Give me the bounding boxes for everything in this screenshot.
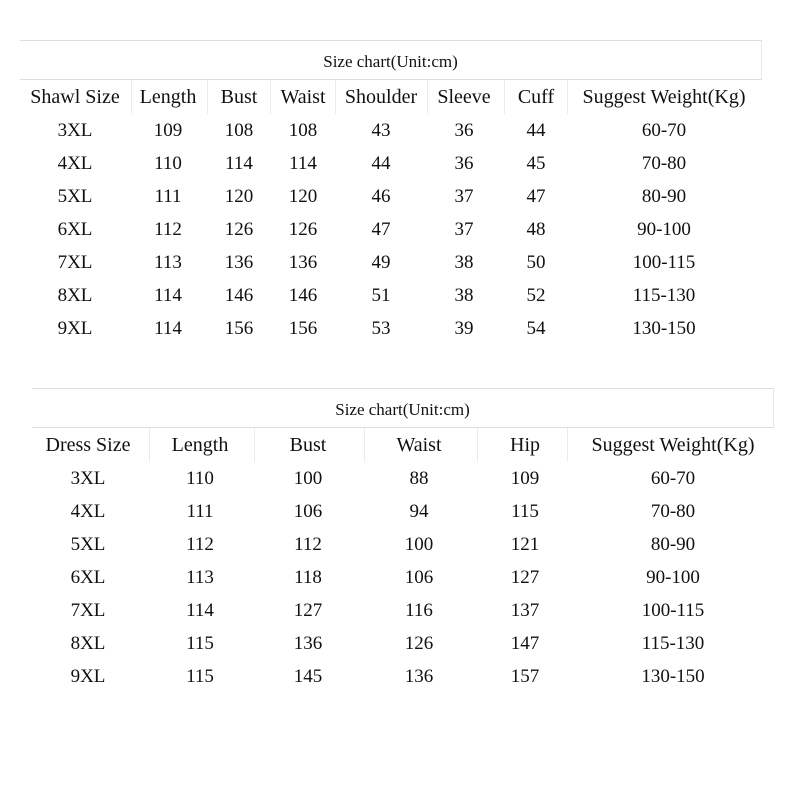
- table-row: [20, 213, 762, 246]
- shawl-table-cell: 114: [154, 318, 182, 339]
- dress-table-cell: 145: [293, 666, 323, 687]
- table-row: [32, 528, 774, 561]
- column-divider: [149, 428, 150, 462]
- dress-table-cell: 100-115: [641, 600, 705, 621]
- table-row: [32, 561, 774, 594]
- shawl-table-cell: 109: [153, 120, 183, 141]
- table-row: [32, 495, 774, 528]
- table-row: [32, 660, 774, 693]
- dress-table-cell: 115: [511, 501, 539, 522]
- column-divider: [567, 428, 568, 462]
- shawl-table-cell: 146: [224, 285, 254, 306]
- dress-table-cell: 115-130: [641, 633, 705, 654]
- shawl-table-body: [20, 80, 762, 345]
- dress-table-cell: 113: [186, 567, 214, 588]
- column-divider: [364, 428, 365, 462]
- shawl-table-cell: 51: [371, 285, 391, 306]
- dress-table-cell: 115: [186, 666, 214, 687]
- shawl-table-cell: 60-70: [641, 120, 687, 141]
- shawl-table-cell: 5XL: [57, 186, 93, 207]
- dress-header-cell: Waist: [396, 434, 442, 456]
- dress-header-cell: Length: [171, 434, 229, 456]
- dress-header-row: [32, 428, 774, 462]
- dress-header-cell: Bust: [289, 434, 327, 456]
- shawl-header-cell: Waist: [280, 86, 326, 108]
- shawl-table-cell: 108: [224, 120, 254, 141]
- column-divider: [131, 80, 132, 114]
- dress-table-cell: 115: [186, 633, 214, 654]
- dress-table-cell: 136: [293, 633, 323, 654]
- dress-chart-title: Size chart(Unit:cm): [32, 388, 774, 428]
- table-row: [20, 180, 762, 213]
- shawl-table-cell: 114: [289, 153, 317, 174]
- shawl-table-cell: 156: [224, 318, 254, 339]
- shawl-header-cell: Cuff: [517, 86, 555, 108]
- shawl-table-cell: 114: [225, 153, 253, 174]
- shawl-table-cell: 136: [288, 252, 318, 273]
- dress-table-cell: 4XL: [70, 501, 106, 522]
- shawl-table-cell: 113: [154, 252, 182, 273]
- dress-size-chart: [32, 388, 774, 693]
- dress-table-cell: 111: [186, 501, 214, 522]
- shawl-table-cell: 130-150: [632, 318, 696, 339]
- table-row: [32, 594, 774, 627]
- shawl-header-cell: Shawl Size: [30, 86, 120, 108]
- shawl-table-cell: 111: [154, 186, 182, 207]
- dress-table-cell: 136: [404, 666, 434, 687]
- shawl-table-cell: 126: [288, 219, 318, 240]
- shawl-header-cell: Shoulder: [344, 86, 418, 108]
- shawl-table-cell: 52: [526, 285, 546, 306]
- table-row: [32, 627, 774, 660]
- shawl-chart-title: Size chart(Unit:cm): [20, 40, 762, 80]
- shawl-size-chart: [20, 40, 762, 345]
- shawl-table-cell: 108: [288, 120, 318, 141]
- shawl-table-cell: 100-115: [632, 252, 696, 273]
- shawl-table-cell: 53: [371, 318, 391, 339]
- dress-table-cell: 121: [510, 534, 540, 555]
- dress-table-cell: 106: [293, 501, 323, 522]
- dress-table-cell: 100: [293, 468, 323, 489]
- shawl-table-cell: 49: [371, 252, 391, 273]
- shawl-table-cell: 156: [288, 318, 318, 339]
- shawl-table-cell: 54: [526, 318, 546, 339]
- dress-table-cell: 109: [510, 468, 540, 489]
- dress-table-cell: 60-70: [650, 468, 696, 489]
- shawl-table-cell: 50: [526, 252, 546, 273]
- dress-table-cell: 100: [404, 534, 434, 555]
- column-divider: [335, 80, 336, 114]
- shawl-table-cell: 120: [288, 186, 318, 207]
- table-row: [20, 312, 762, 345]
- column-divider: [567, 80, 568, 114]
- dress-table-cell: 157: [510, 666, 540, 687]
- column-divider: [477, 428, 478, 462]
- dress-table-body: [32, 428, 774, 693]
- dress-table-cell: 127: [293, 600, 323, 621]
- dress-header-cell: Dress Size: [45, 434, 131, 456]
- shawl-table-cell: 44: [526, 120, 546, 141]
- shawl-table-cell: 38: [454, 252, 474, 273]
- shawl-table-cell: 112: [154, 219, 182, 240]
- shawl-table-cell: 146: [288, 285, 318, 306]
- dress-table-cell: 118: [294, 567, 322, 588]
- column-divider: [427, 80, 428, 114]
- shawl-table-cell: 114: [154, 285, 182, 306]
- shawl-table-cell: 3XL: [57, 120, 93, 141]
- column-divider: [207, 80, 208, 114]
- shawl-table-cell: 47: [371, 219, 391, 240]
- dress-table-cell: 127: [510, 567, 540, 588]
- table-row: [20, 147, 762, 180]
- shawl-table-cell: 110: [154, 153, 182, 174]
- shawl-table-cell: 39: [454, 318, 474, 339]
- shawl-header-cell: Suggest Weight(Kg): [582, 86, 746, 108]
- dress-table-cell: 88: [409, 468, 429, 489]
- dress-table-cell: 7XL: [70, 600, 106, 621]
- column-divider: [270, 80, 271, 114]
- dress-table-cell: 3XL: [70, 468, 106, 489]
- dress-table-cell: 126: [404, 633, 434, 654]
- dress-table-cell: 80-90: [650, 534, 696, 555]
- shawl-table-cell: 44: [371, 153, 391, 174]
- table-row: [20, 279, 762, 312]
- column-divider: [254, 428, 255, 462]
- dress-table-cell: 114: [186, 600, 214, 621]
- dress-table-cell: 94: [409, 501, 429, 522]
- shawl-table-cell: 70-80: [641, 153, 687, 174]
- shawl-table-cell: 36: [454, 153, 474, 174]
- dress-table-cell: 9XL: [70, 666, 106, 687]
- shawl-table-cell: 6XL: [57, 219, 93, 240]
- shawl-table-cell: 47: [526, 186, 546, 207]
- shawl-table-cell: 8XL: [57, 285, 93, 306]
- shawl-header-cell: Sleeve: [437, 86, 491, 108]
- shawl-table-cell: 43: [371, 120, 391, 141]
- shawl-table-cell: 120: [224, 186, 254, 207]
- shawl-table-cell: 45: [526, 153, 546, 174]
- shawl-header-cell: Bust: [220, 86, 258, 108]
- shawl-table-cell: 38: [454, 285, 474, 306]
- shawl-table-cell: 4XL: [57, 153, 93, 174]
- shawl-table-cell: 80-90: [641, 186, 687, 207]
- dress-table-cell: 5XL: [70, 534, 106, 555]
- dress-table-cell: 137: [510, 600, 540, 621]
- dress-table-cell: 110: [186, 468, 214, 489]
- shawl-table-cell: 115-130: [632, 285, 696, 306]
- table-row: [20, 114, 762, 147]
- shawl-table-cell: 37: [454, 186, 474, 207]
- table-row: [20, 246, 762, 279]
- dress-table-cell: 147: [510, 633, 540, 654]
- dress-table-cell: 70-80: [650, 501, 696, 522]
- shawl-table-cell: 46: [371, 186, 391, 207]
- shawl-table-cell: 37: [454, 219, 474, 240]
- shawl-table-cell: 48: [526, 219, 546, 240]
- table-row: [32, 462, 774, 495]
- dress-table-cell: 112: [294, 534, 322, 555]
- shawl-table-cell: 136: [224, 252, 254, 273]
- shawl-header-cell: Length: [139, 86, 197, 108]
- dress-header-cell: Suggest Weight(Kg): [591, 434, 755, 456]
- dress-table-cell: 8XL: [70, 633, 106, 654]
- dress-table-cell: 130-150: [641, 666, 705, 687]
- shawl-table-cell: 126: [224, 219, 254, 240]
- dress-table-cell: 116: [405, 600, 433, 621]
- dress-table-cell: 112: [186, 534, 214, 555]
- dress-table-cell: 106: [404, 567, 434, 588]
- shawl-table-cell: 36: [454, 120, 474, 141]
- shawl-table-cell: 9XL: [57, 318, 93, 339]
- dress-table-cell: 6XL: [70, 567, 106, 588]
- dress-table-cell: 90-100: [646, 567, 700, 588]
- shawl-table-cell: 7XL: [57, 252, 93, 273]
- dress-header-cell: Hip: [510, 434, 540, 456]
- shawl-table-cell: 90-100: [637, 219, 691, 240]
- column-divider: [504, 80, 505, 114]
